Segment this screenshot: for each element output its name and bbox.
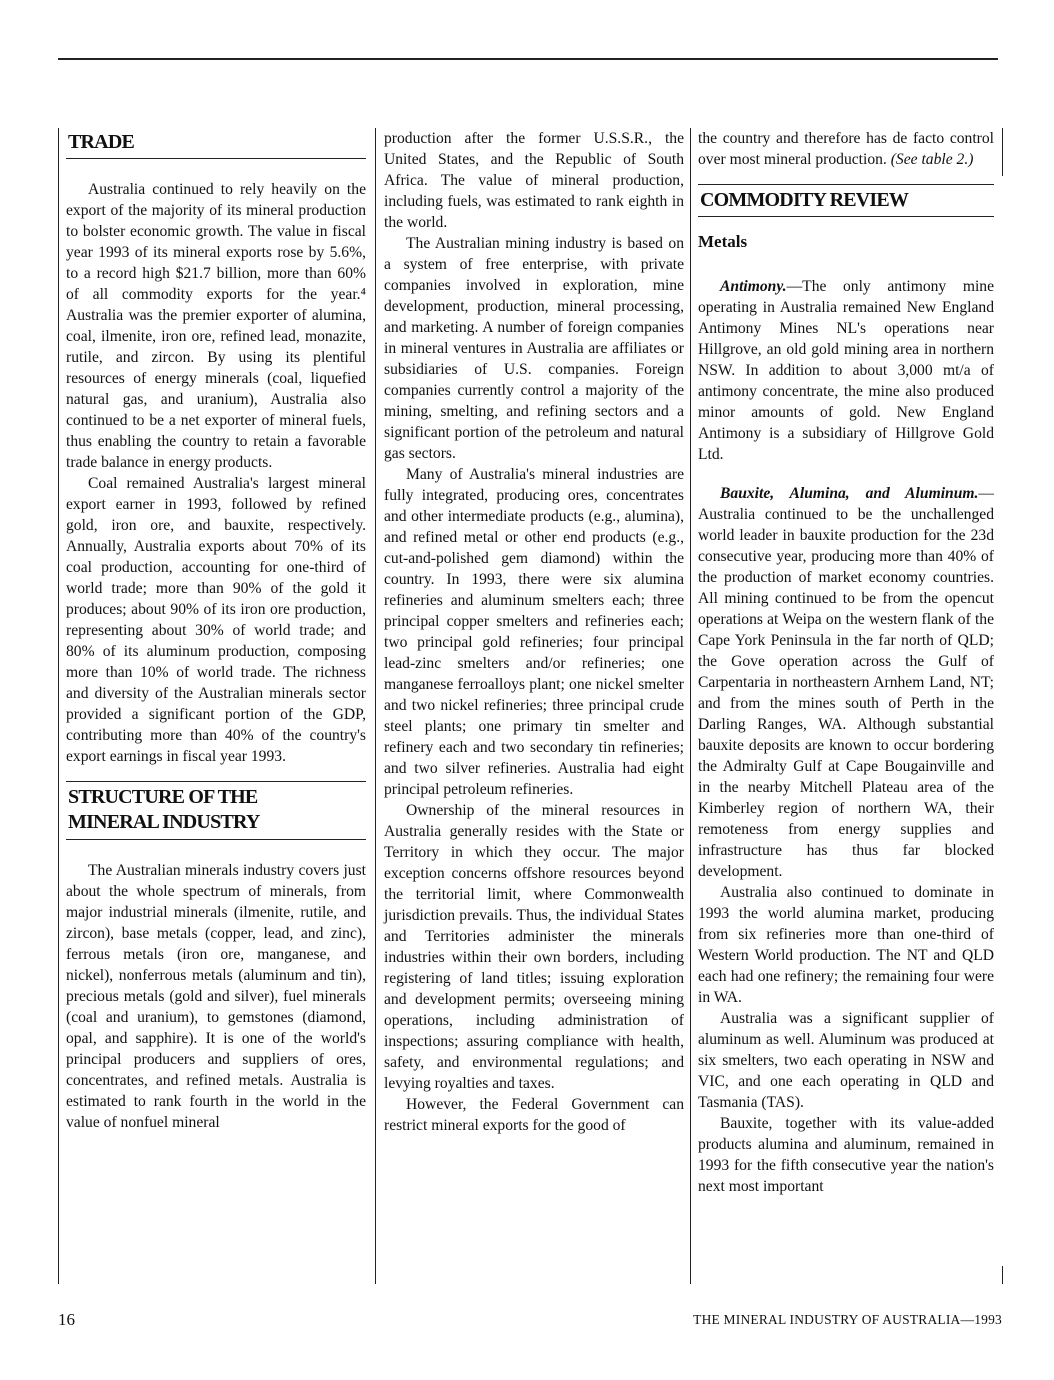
paragraph-text: —The only antimony mine operating in Australia remained New England Antimony Mines NL's operations near Hillgrove, an old gold mining area in northern NSW. In addition to about 3,000 mt/a of antimony concentrate, the mine also produced minor amounts of gold. New England Antimony is a subsidiary of Hillgrove Gold Ltd. [698, 278, 994, 463]
paragraph [698, 128, 994, 170]
commodity-title: Bauxite, Alumina, and Aluminum. [720, 485, 979, 502]
section-heading-commodity-review: COMMODITY REVIEW [698, 184, 994, 217]
column-rule [375, 128, 376, 1284]
paragraph-bauxite [698, 483, 994, 882]
paragraph: Many of Australia's mineral industries are fully integrated, producing ores, concentrates and other intermediate products (e.g., alumina), and refined metal or other end products (e.g., cut-and-polished gem diamond) within the country. In 1993, there were six alumina refineries and aluminum smelters each; three principal copper smelters and refineries each; two principal gold refineries; four principal lead-zinc smelters and/or refineries; one manganese ferroalloys plant; one nickel smelter and two nickel refineries; three principal crude steel plants; one primary tin smelter and refinery each and two secondary tin refineries; and two silver refineries. Australia had eight principal petroleum refineries. [384, 466, 684, 798]
commodity-title: Antimony. [720, 278, 787, 295]
paragraph: The Australian minerals industry covers just about the whole spectrum of minerals, from major industrial minerals (ilmenite, rutile, and zircon), base metals (copper, lead, and zinc), ferrous metals (iron ore, manganese, and nickel), nonferrous metals (aluminum and tin), precious metals (gold and silver), fuel minerals (coal and uranium), to gemstones (diamond, opal, and sapphire). It is one of the world's principal producers and suppliers of ores, concentrates, and refined metals. Australia is estimated to rank fourth in the world in the value of nonfuel mineral [66, 862, 366, 1131]
column-rule [1002, 1266, 1003, 1284]
top-rule [58, 58, 998, 60]
paragraph-text: the country and therefore has de facto control over most mineral production. [698, 130, 994, 168]
section-heading-trade: TRADE [66, 128, 366, 159]
running-title: THE MINERAL INDUSTRY OF AUSTRALIA—1993 [693, 1312, 1002, 1327]
paragraph: The Australian mining industry is based on a system of free enterprise, with private companies involved in exploration, mine development, production, mineral processing, and marketing. A number of foreign companies in mineral ventures in Australia are affiliates or subsidiaries of U.S. companies. Foreign companies currently control a majority of the mining, smelting, and refining sectors and a significant portion of the petroleum and natural gas sectors. [384, 235, 684, 462]
paragraph-antimony [698, 276, 994, 465]
paragraph: However, the Federal Government can restrict mineral exports for the good of [384, 1096, 684, 1134]
heading-line: MINERAL INDUSTRY [68, 811, 260, 833]
table-reference: (See table 2.) [890, 151, 974, 168]
paragraph: Coal remained Australia's largest mineral export earner in 1993, followed by refined gold, iron ore, and bauxite, respectively. Annually, Australia exports about 70% of its coal production, accounting for one-third of world trade; more than 90% of the gold it produces; about 90% of its iron ore production, representing about 30% of world trade; and 80% of its aluminum production, composing more than 10% of world trade. The richness and diversity of the Australian minerals sector provided a significant portion of the GDP, contributing more than 40% of the country's export earnings in fiscal year 1993. [66, 475, 366, 765]
column-middle [384, 128, 684, 1136]
column-rule [1002, 128, 1003, 176]
page-number: 16 [58, 1310, 75, 1329]
paragraph: Australia continued to rely heavily on the export of the majority of its mineral production to bolster economic growth. The value in fiscal year 1993 of its mineral exports rose by 5.6%, to a record high $21.7 billion, more than 60% of all commodity exports for the year.⁴ Australia was the premier exporter of alumina, coal, ilmenite, iron ore, refined lead, monazite, rutile, and zircon. By using its plentiful resources of energy minerals (coal, liquefied natural gas, and uranium), Australia also continued to be a net exporter of mineral fuels, thus enabling the country to retain a favorable trade balance in energy products. [66, 181, 366, 471]
column-rule [690, 128, 691, 1284]
column-rule [58, 128, 59, 1284]
paragraph: Bauxite, together with its value-added products alumina and aluminum, remained in 1993 for the fifth consecutive year the nation's next most important [698, 1115, 994, 1195]
paragraph-text: — Australia continued to be the unchallenged world leader in bauxite production for the 23d consecutive year, producing more than 40% of the production of market economy countries. All mining continued to be from the opencut operations at Weipa on the western flank of the Cape York Peninsula in the far north of QLD; the Gove operation across the Gulf of Carpentaria in northeastern Arnhem Land, NT; and from the mines south of Perth in the Darling Ranges, WA. Although substantial bauxite deposits are known to occur bordering the Admiralty Gulf at Cape Bougainville and in the nearby Mitchell Plateau area of the Kimberley region of northern WA, their remoteness from energy supplies and infrastructure has thus far blocked development. [698, 485, 994, 880]
column-left [66, 128, 366, 1133]
section-heading-structure [66, 781, 366, 840]
column-right [698, 128, 994, 1197]
heading-line: STRUCTURE OF THE [68, 786, 258, 808]
subheading-metals: Metals [698, 232, 748, 251]
paragraph: Ownership of the mineral resources in Australia generally resides with the State or Territory in which they occur. The major exception concerns offshore resources beyond the territorial limit, where Commonwealth jurisdiction prevails. Thus, the individual States and Territories administer the minerals industries within their own borders, including registering of land titles; issuing exploration and development permits; overseeing mining operations, including administration of inspections; assuring compliance with health, safety, and environmental regulations; and levying royalties and taxes. [384, 802, 684, 1092]
paragraph: Australia was a significant supplier of aluminum as well. Aluminum was produced at six smelters, two each operating in NSW and VIC, and one each operating in QLD and Tasmania (TAS). [698, 1010, 994, 1111]
paragraph: Australia also continued to dominate in 1993 the world alumina market, producing from six refineries more than one-third of Western World production. The NT and QLD each had one refinery; the remaining four were in WA. [698, 884, 994, 1006]
paragraph: production after the former U.S.S.R., the United States, and the Republic of South Africa. The value of mineral production, including fuels, was estimated to rank eighth in the world. [384, 130, 684, 231]
